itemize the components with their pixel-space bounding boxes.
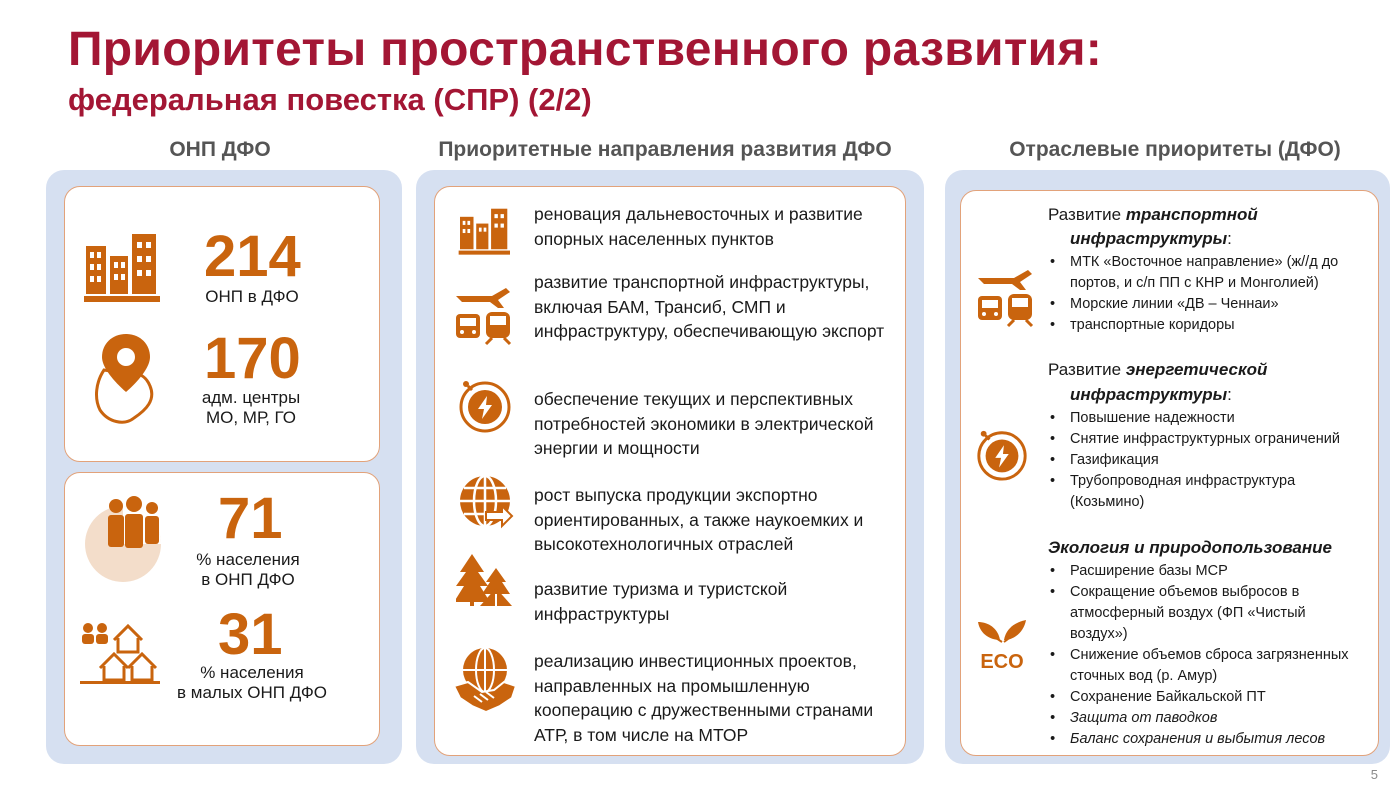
sector-heading-energy-line2: инфраструктуры: [1070, 385, 1232, 404]
list-item: • Снижение объемов сброса загрязненных сточных вод (р. Амур) [1048, 645, 1366, 687]
stat-label-population-share: % населения в ОНП ДФО [196, 550, 300, 589]
list-item: • Повышение надежности [1048, 408, 1366, 429]
tourism-icon [456, 552, 514, 606]
stat-value-admin-centers: 170 [204, 326, 301, 391]
list-item: • Газификация [1048, 450, 1366, 471]
direction-item-investment: реализацию инвестиционных проектов, направленных на промышленную кооперацию с дружественными странами АТР, в том числе на МТОР [534, 651, 874, 745]
direction-item-renovation: реновация дальневосточных и развитие опорных населенных пунктов [534, 204, 863, 249]
page-title: Приоритеты пространственного развития: [68, 23, 1103, 76]
eco-icon-label: ECO [980, 651, 1024, 672]
list-item: • Баланс сохранения и выбытия лесов [1048, 729, 1366, 750]
sector-heading-energy: Развитие энергетической [1048, 360, 1268, 379]
globe-export-icon [456, 472, 514, 530]
population-group-icon [78, 492, 168, 584]
direction-item-tourism: развитие туризма и туристской инфраструктуры [534, 579, 788, 624]
eco-leaf-icon [974, 618, 1030, 672]
list-item: • МТК «Восточное направление» (ж//д до портов, и с/п ПП с КНР и Монголией) [1048, 252, 1366, 294]
list-item: • Расширение базы МСР [1048, 561, 1366, 582]
energy-icon [456, 376, 514, 434]
sector-heading-transport-line2: инфраструктуры: [1070, 229, 1232, 248]
list-item: • транспортные коридоры [1048, 315, 1366, 336]
stat-label-small-onp-share: % населения в малых ОНП ДФО [177, 663, 327, 702]
column-heading-onp: ОНП ДФО [169, 138, 271, 161]
sector-heading-transport: Развитие транспортной [1048, 205, 1258, 224]
list-item: • Сокращение объемов выбросов в атмосферный воздух (ФП «Чистый воздух») [1048, 582, 1366, 645]
stat-value-small-onp-share: 31 [218, 602, 283, 667]
list-item: • Защита от паводков [1048, 708, 1366, 729]
transport-icon [974, 264, 1036, 328]
ecology-priorities-list [1048, 561, 1366, 750]
energy-icon [974, 426, 1030, 482]
transport-icon [452, 282, 514, 346]
page-number: 5 [1370, 767, 1378, 782]
stat-label-onp: ОНП в ДФО [205, 287, 299, 306]
people-houses-icon [80, 620, 162, 686]
handshake-globe-icon [452, 646, 518, 714]
stat-value-population-share: 71 [218, 486, 283, 551]
list-item: • Морские линии «ДВ – Ченнаи» [1048, 294, 1366, 315]
direction-item-export: рост выпуска продукции экспортно ориентированных, а также наукоемких и высокотехнологичных отраслей [534, 485, 864, 554]
list-item: • Снятие инфраструктурных ограничений [1048, 429, 1366, 450]
sector-heading-ecology: Экология и природопользование [1048, 538, 1332, 557]
city-buildings-icon [84, 230, 162, 304]
city-buildings-icon [456, 206, 514, 256]
transport-priorities-list [1048, 252, 1366, 336]
direction-item-transport: развитие транспортной инфраструктуры, включая БАМ, Трансиб, СМП и инфраструктуру, обеспечивающую экспорт [534, 272, 885, 341]
list-item: • Сохранение Байкальской ПТ [1048, 687, 1366, 708]
stat-value-onp: 214 [204, 224, 301, 289]
energy-priorities-list [1048, 408, 1366, 513]
stat-label-admin-centers: адм. центры МО, МР, ГО [201, 388, 301, 427]
direction-item-energy: обеспечение текущих и перспективных потребностей экономики в электрической энергии и мощности [534, 389, 874, 458]
column-heading-sectors: Отраслевые приоритеты (ДФО) [1009, 138, 1341, 161]
map-pin-region-icon [90, 330, 162, 428]
page-subtitle: федеральная повестка (СПР) (2/2) [68, 82, 592, 117]
list-item: • Трубопроводная инфраструктура (Козьмино) [1048, 471, 1366, 513]
column-heading-directions: Приоритетные направления развития ДФО [438, 138, 892, 161]
